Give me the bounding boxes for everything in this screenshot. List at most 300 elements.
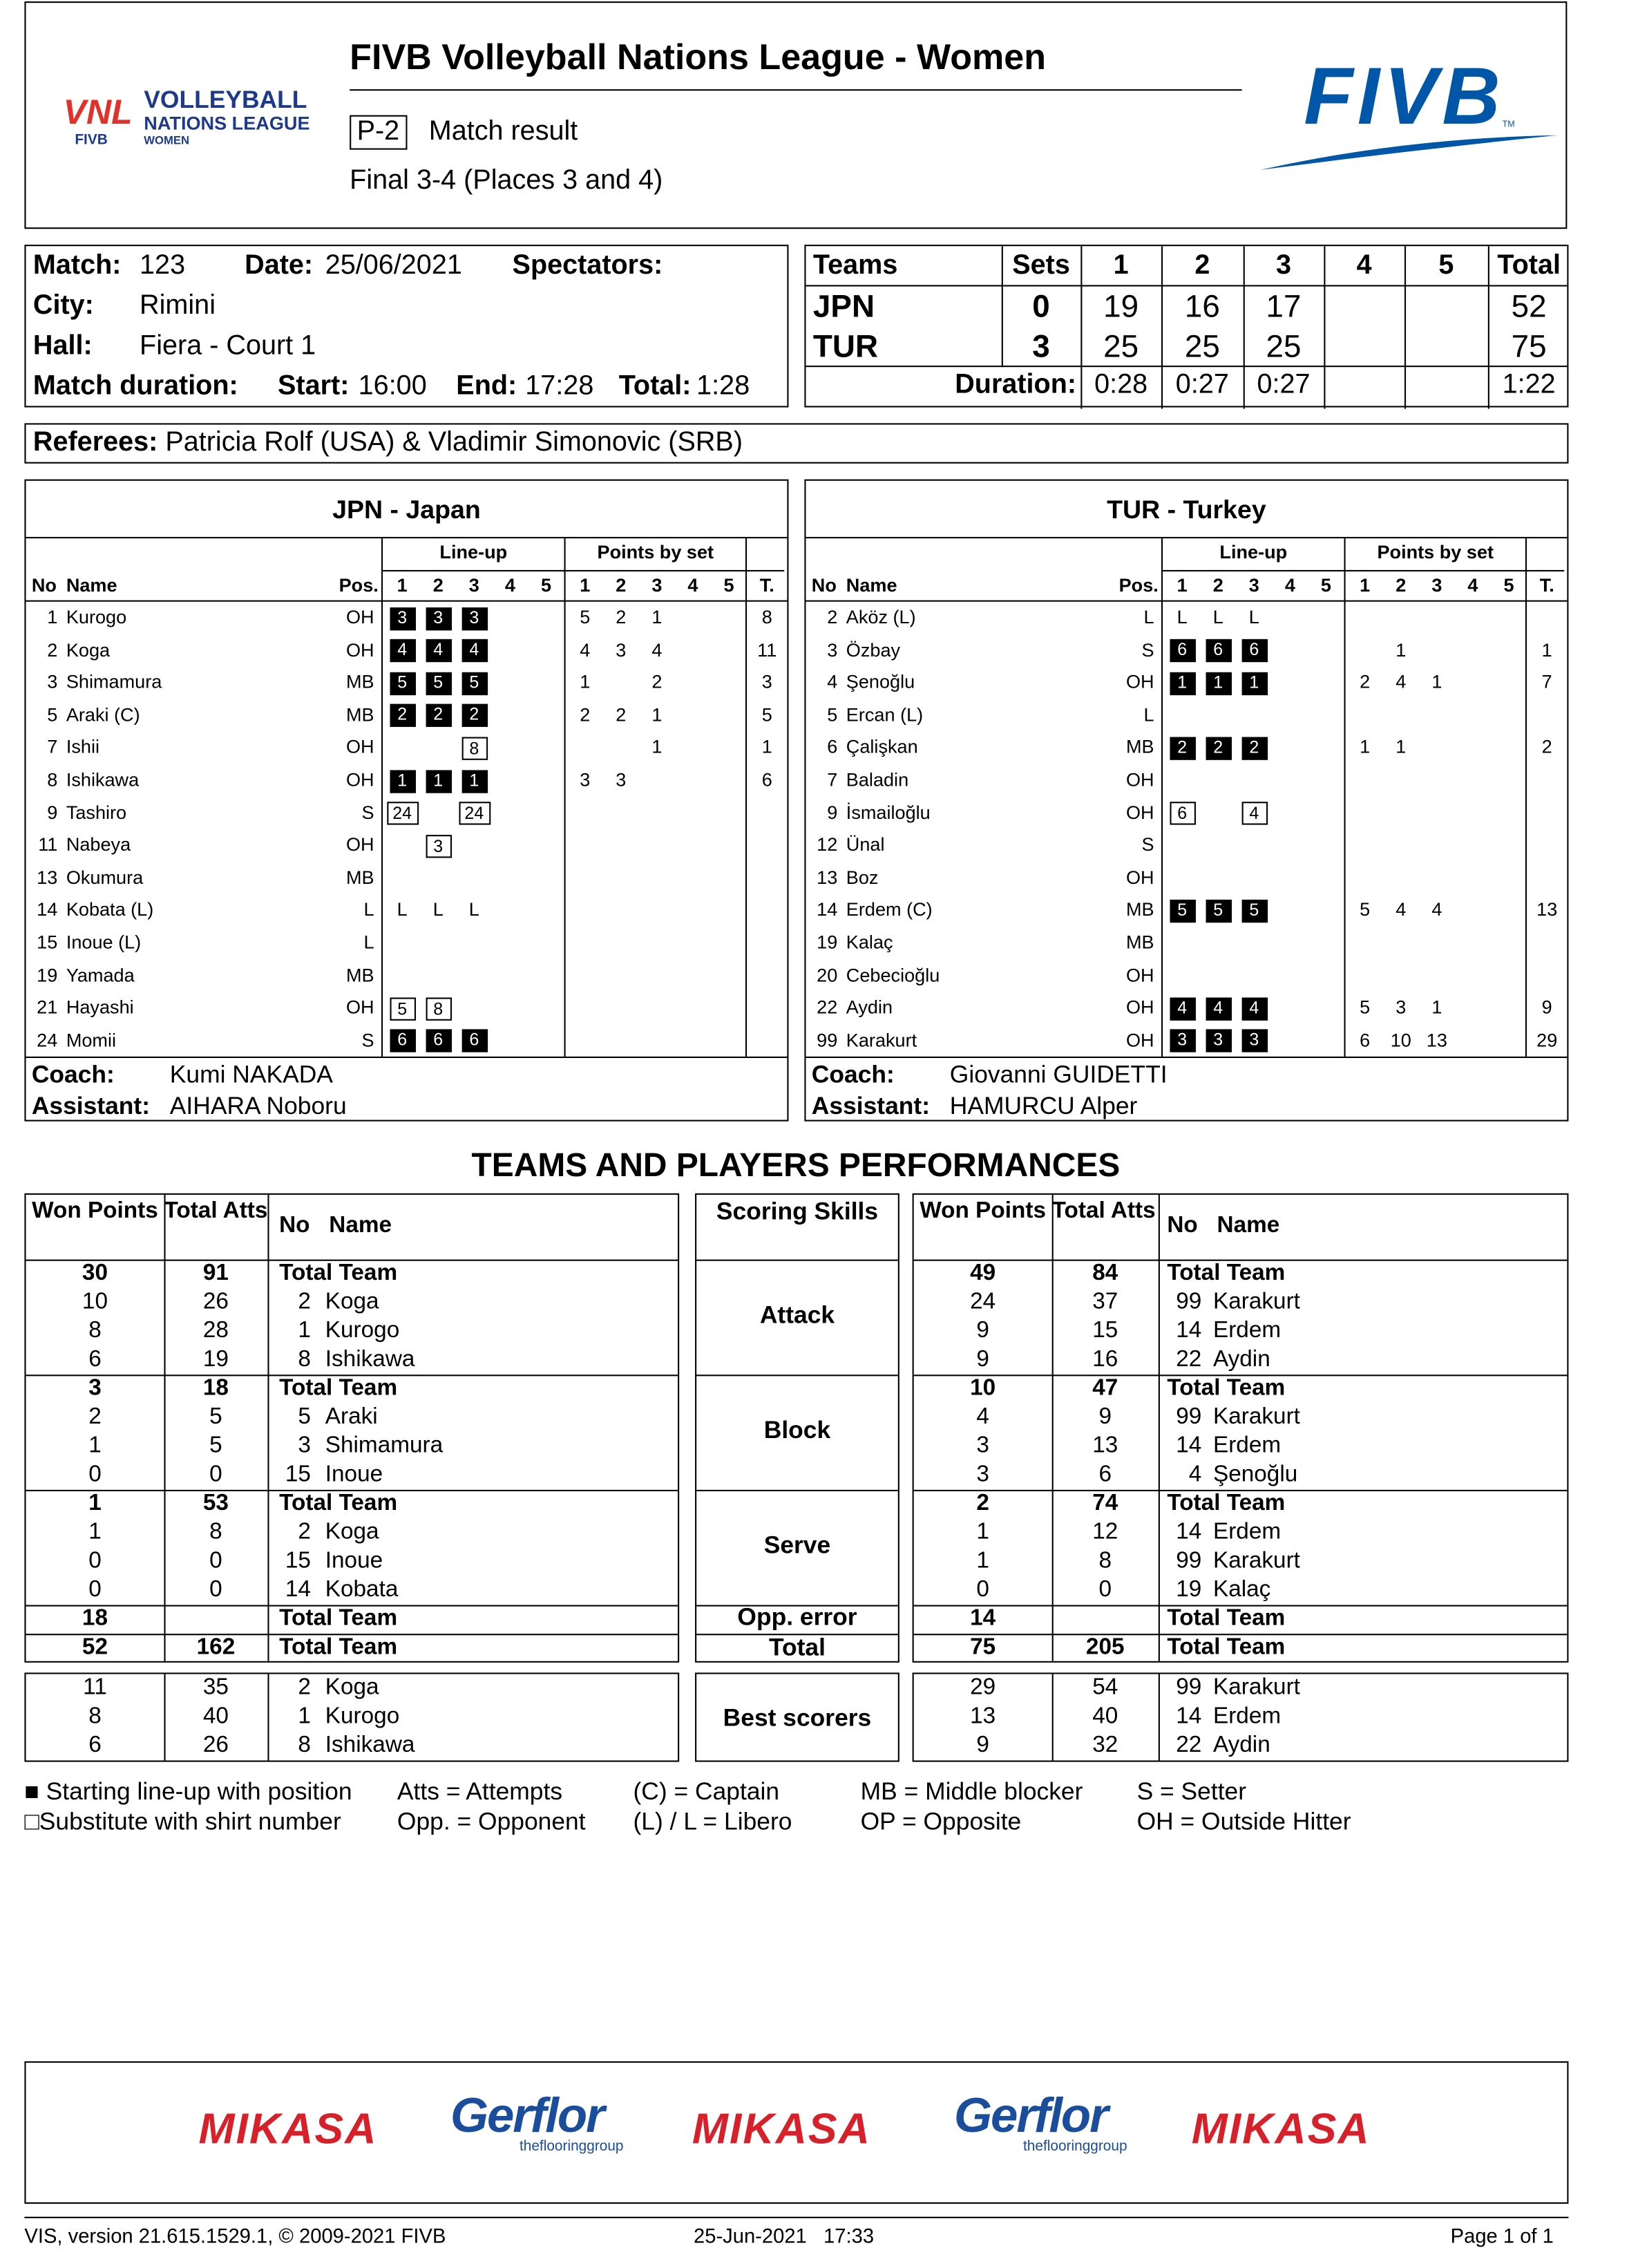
player-name: Kobata — [325, 1577, 399, 1603]
start-time: 16:00 — [358, 371, 427, 402]
player-name: Kalaç — [1212, 1577, 1271, 1603]
performance-row — [914, 1346, 1568, 1375]
player-row — [806, 797, 1567, 829]
player-name: Erdem — [1212, 1433, 1282, 1459]
starting-position-box: 4 — [1206, 997, 1231, 1020]
libero-mark: L — [1248, 605, 1259, 628]
vnl-line3: WOMEN — [144, 133, 190, 147]
player-position: OH — [345, 768, 374, 791]
lineup-cell — [456, 732, 492, 764]
performance-row — [26, 1288, 678, 1317]
won-points: 14 — [970, 1606, 996, 1632]
player-name: Shimamura — [325, 1433, 444, 1459]
points-header: Points by set — [597, 541, 714, 563]
lineup-cell — [1164, 797, 1200, 829]
player-number: 99 — [1176, 1549, 1202, 1574]
lineup-cell — [456, 894, 492, 927]
player-number: 13 — [37, 866, 58, 888]
lineup-cell — [420, 992, 456, 1025]
player-name: Erdem — [1212, 1704, 1282, 1729]
player-row — [806, 1025, 1567, 1057]
footer-datetime: 25-Jun-2021 17:33 — [694, 2224, 875, 2247]
total-header: T. — [1539, 574, 1554, 596]
total-atts: 8 — [209, 1520, 222, 1545]
player-position: OH — [1125, 768, 1154, 791]
won-points: 10 — [970, 1376, 996, 1401]
city-value: Rimini — [140, 290, 216, 321]
best-scorer-row — [26, 1674, 678, 1703]
lineup-cell — [456, 634, 492, 667]
player-row — [806, 602, 1567, 634]
lineup-cell — [384, 699, 420, 732]
won-points: 52 — [82, 1635, 108, 1660]
player-number: 15 — [285, 1462, 311, 1487]
starting-position-box: 2 — [461, 704, 487, 727]
player-row — [26, 699, 787, 732]
lineup-cell — [384, 894, 420, 927]
lineup-cell — [384, 992, 420, 1025]
roster-title: JPN - Japan — [26, 481, 787, 538]
coach-block — [26, 1057, 787, 1123]
score-table — [804, 245, 1568, 407]
player-total: 5 — [761, 703, 772, 726]
player-number: 15 — [285, 1549, 311, 1574]
score-cell: 19 — [1103, 287, 1139, 324]
player-row — [26, 667, 787, 699]
set-points: 4 — [1395, 671, 1407, 693]
total-atts: 0 — [209, 1577, 222, 1603]
total-atts: 26 — [202, 1289, 229, 1314]
performance-row — [26, 1490, 678, 1519]
best-scorer-row — [914, 1674, 1568, 1703]
player-position: MB — [345, 703, 374, 726]
end-label: End: — [456, 371, 517, 402]
starting-position-box: 5 — [426, 672, 451, 694]
points-set-2: 2 — [1395, 574, 1407, 596]
player-number: 9 — [47, 801, 58, 823]
won-points: 0 — [976, 1577, 989, 1603]
legend-item: (L) / L = Libero — [633, 1808, 792, 1835]
set-duration: 1:22 — [1502, 370, 1556, 401]
points-set-5: 5 — [1503, 574, 1514, 596]
name-header: Name — [846, 574, 897, 596]
player-number: 99 — [817, 1028, 838, 1051]
lineup-set-4: 4 — [504, 574, 515, 596]
score-header-2: 1 — [1113, 250, 1129, 281]
player-name: Ünal — [846, 833, 885, 856]
set-points: 1 — [1395, 736, 1407, 758]
player-number: 4 — [1188, 1462, 1202, 1487]
lineup-cell — [384, 667, 420, 699]
player-name: Total Team — [279, 1606, 398, 1632]
starting-position-box: 4 — [426, 639, 451, 662]
legend — [24, 1778, 1579, 1842]
player-number: 22 — [1176, 1347, 1202, 1372]
total-atts-header: Total Atts — [164, 1199, 268, 1224]
lineup-cell — [420, 602, 456, 634]
player-name: Erdem — [1212, 1319, 1282, 1343]
total-atts: 53 — [202, 1491, 229, 1516]
points-set-3: 3 — [1431, 574, 1442, 596]
set-points: 1 — [1395, 639, 1407, 661]
total-atts: 54 — [1092, 1675, 1118, 1701]
fivb-swoosh-icon — [1258, 129, 1560, 172]
set-points: 1 — [1360, 736, 1371, 758]
set-points: 1 — [580, 671, 591, 693]
player-number: 2 — [298, 1289, 311, 1314]
player-name: Aydin — [1212, 1732, 1270, 1758]
player-name: Koga — [325, 1289, 379, 1314]
coach-name: Kumi NAKADA — [169, 1061, 333, 1088]
player-name: Total Team — [1167, 1606, 1286, 1632]
lineup-cell — [1236, 797, 1272, 829]
player-number: 24 — [37, 1028, 58, 1051]
starting-position-box: 5 — [1241, 900, 1267, 923]
duration-label: Duration: — [955, 370, 1077, 401]
player-name: Aydin — [1212, 1347, 1270, 1372]
lineup-header: Line-up — [439, 541, 508, 563]
player-position: OH — [1125, 671, 1154, 693]
lineup-cell — [1200, 634, 1236, 667]
won-points: 1 — [976, 1549, 989, 1574]
set-points: 1 — [1431, 671, 1442, 693]
lineup-cell — [456, 1025, 492, 1057]
performance-row — [914, 1519, 1568, 1548]
starting-position-box: 4 — [461, 639, 487, 662]
legend-item: OH = Outside Hitter — [1136, 1808, 1351, 1835]
starting-position-box: 2 — [1241, 737, 1267, 759]
player-name: Koga — [325, 1520, 379, 1545]
substitute-number-box: 8 — [461, 737, 487, 759]
total-atts: 37 — [1092, 1289, 1118, 1314]
player-name: Karakurt — [1212, 1405, 1300, 1430]
hall-label: Hall: — [32, 331, 93, 361]
player-number: 1 — [298, 1704, 311, 1729]
skill-label: Block — [763, 1416, 831, 1444]
lineup-cell — [384, 1025, 420, 1057]
coach-name: Giovanni GUIDETTI — [949, 1061, 1168, 1088]
set-points: 2 — [580, 703, 591, 726]
lineup-cell — [1164, 992, 1200, 1025]
lineup-cell — [1164, 1025, 1200, 1057]
set-points: 2 — [616, 703, 627, 726]
lineup-cell — [1236, 602, 1272, 634]
won-points: 6 — [88, 1732, 102, 1758]
lineup-set-2: 2 — [432, 574, 444, 596]
roster-title: TUR - Turkey — [806, 481, 1567, 538]
sponsor-mikasa-1: MIKASA — [198, 2106, 378, 2154]
player-row — [26, 927, 787, 959]
player-row — [26, 634, 787, 667]
score-header-7: Total — [1497, 250, 1561, 281]
player-row — [26, 894, 787, 927]
player-position: S — [1141, 639, 1154, 661]
substitute-number-box: 24 — [458, 802, 490, 825]
sponsor-gerflor-2 — [954, 2088, 1127, 2155]
player-row — [806, 927, 1567, 959]
performance-row — [914, 1605, 1568, 1634]
player-number: 14 — [1176, 1319, 1202, 1343]
player-name: Erdem — [1212, 1520, 1282, 1545]
starting-position-box: 5 — [461, 672, 487, 694]
player-number: 5 — [47, 703, 58, 726]
best-scorer-row — [26, 1732, 678, 1761]
player-row — [806, 829, 1567, 862]
lineup-set-2: 2 — [1212, 574, 1223, 596]
player-row — [26, 960, 787, 992]
starting-position-box: 4 — [389, 639, 415, 662]
player-row — [26, 732, 787, 764]
won-points: 6 — [88, 1347, 102, 1372]
player-total: 1 — [1541, 639, 1552, 661]
lineup-set-1: 1 — [397, 574, 408, 596]
won-points: 13 — [970, 1704, 996, 1729]
starting-position-box: 2 — [1169, 737, 1194, 759]
footer-version: VIS, version 21.615.1529.1, © 2009-2021 FIVB — [24, 2224, 446, 2247]
won-points: 3 — [976, 1433, 989, 1459]
player-name: Momii — [66, 1028, 117, 1051]
starting-position-box: 1 — [426, 769, 451, 792]
starting-position-box: 1 — [1241, 672, 1267, 694]
assistant-name: AIHARA Noboru — [169, 1092, 347, 1120]
player-name: Aköz (L) — [846, 605, 916, 628]
player-number: 21 — [37, 996, 58, 1019]
doc-type: Match result — [428, 116, 578, 147]
best-scorers-right — [913, 1672, 1569, 1761]
set-points: 5 — [580, 605, 591, 628]
match-label: Match: — [32, 250, 122, 281]
won-points: 3 — [88, 1376, 102, 1401]
player-name: Total Team — [279, 1635, 398, 1660]
player-row — [26, 764, 787, 797]
starting-position-box: 6 — [1169, 639, 1194, 662]
lineup-cell — [1200, 1025, 1236, 1057]
score-header-5: 4 — [1356, 250, 1372, 281]
player-total: 11 — [757, 639, 777, 661]
opp-error-label: Opp. error — [737, 1603, 857, 1632]
won-points: 1 — [88, 1520, 102, 1545]
player-name: Koga — [66, 639, 111, 661]
player-name: Total Team — [279, 1376, 398, 1401]
total-atts: 35 — [202, 1675, 229, 1701]
player-number: 7 — [47, 736, 58, 758]
won-points-header: Won Points — [920, 1199, 1047, 1224]
player-row — [806, 667, 1567, 699]
legend-item: (C) = Captain — [633, 1777, 780, 1806]
player-name: Çalişkan — [846, 736, 918, 758]
spectators-label: Spectators: — [512, 250, 663, 281]
set-points: 10 — [1390, 1028, 1411, 1051]
total-atts: 18 — [202, 1376, 229, 1401]
player-row — [26, 992, 787, 1025]
libero-mark: L — [432, 898, 444, 920]
player-row — [26, 1025, 787, 1057]
lineup-cell — [456, 764, 492, 797]
vnl-mark-icon — [60, 77, 146, 149]
city-label: City: — [32, 290, 94, 321]
lineup-cell — [1164, 667, 1200, 699]
starting-position-box: 1 — [1206, 672, 1231, 694]
player-position: OH — [1125, 996, 1154, 1019]
player-number: 2 — [298, 1520, 311, 1545]
won-points: 24 — [970, 1289, 996, 1314]
lineup-set-5: 5 — [540, 574, 552, 596]
player-name: Koga — [325, 1675, 379, 1701]
libero-mark: L — [1212, 605, 1223, 628]
player-position: OH — [1125, 963, 1154, 986]
player-number: 19 — [37, 963, 58, 986]
no-header: No — [31, 574, 57, 596]
player-name: Total Team — [1167, 1376, 1286, 1401]
best-scorer-row — [914, 1732, 1568, 1761]
player-row — [26, 602, 787, 634]
lineup-cell — [456, 699, 492, 732]
player-number: 14 — [285, 1577, 311, 1603]
assistant-label: Assistant: — [811, 1092, 931, 1120]
referees-label: Referees: — [32, 427, 158, 458]
lineup-set-1: 1 — [1176, 574, 1188, 596]
set-points: 2 — [651, 671, 663, 693]
player-position: L — [1143, 703, 1154, 726]
sponsor-mikasa-2: MIKASA — [692, 2106, 871, 2154]
points-set-3: 3 — [651, 574, 663, 596]
player-name: Tashiro — [66, 801, 127, 823]
lineup-cell — [1200, 602, 1236, 634]
set-points: 3 — [580, 768, 591, 791]
starting-position-box: 5 — [389, 672, 415, 694]
starting-position-box: 3 — [426, 607, 451, 630]
fivb-logo-text: FIVB — [1304, 50, 1505, 142]
player-total: 3 — [761, 671, 772, 693]
scoring-skills-header: Scoring Skills — [716, 1198, 879, 1225]
won-points: 0 — [88, 1549, 102, 1574]
footer-page: Page 1 of 1 — [1450, 2224, 1554, 2247]
player-total: 9 — [1541, 996, 1552, 1019]
player-position: MB — [345, 671, 374, 693]
total-label: Total: — [618, 371, 692, 402]
total-atts: 84 — [1092, 1260, 1118, 1286]
score-cell: 25 — [1266, 328, 1302, 364]
lineup-cell — [1236, 634, 1272, 667]
lineup-cell — [1200, 667, 1236, 699]
best-scorers-label-box — [695, 1672, 899, 1761]
starting-position-box: 2 — [1206, 737, 1231, 759]
player-number: 99 — [1176, 1675, 1202, 1701]
set-duration: 0:27 — [1175, 370, 1229, 401]
score-cell: 52 — [1511, 287, 1547, 324]
set-points: 4 — [1431, 898, 1442, 920]
no-name-header: No Name — [1167, 1213, 1280, 1238]
set-points: 3 — [616, 768, 627, 791]
starting-position-box: 5 — [1169, 900, 1194, 923]
assistant-name: HAMURCU Alper — [949, 1092, 1138, 1120]
roster-tur — [804, 480, 1568, 1122]
team-code: JPN — [812, 287, 875, 324]
player-name: İsmailoğlu — [846, 801, 931, 823]
date-label: Date: — [245, 250, 314, 281]
sponsor-mikasa-3: MIKASA — [1191, 2106, 1371, 2154]
player-name: Total Team — [1167, 1635, 1286, 1660]
player-number: 22 — [817, 996, 838, 1019]
gerflor-sub-2: theflooringgroup — [1023, 2139, 1127, 2155]
won-points: 75 — [970, 1635, 996, 1660]
points-set-2: 2 — [616, 574, 627, 596]
performance-row — [914, 1317, 1568, 1346]
lineup-cell — [420, 634, 456, 667]
total-atts: 47 — [1092, 1376, 1118, 1401]
player-position: L — [1143, 605, 1154, 628]
performance-row — [914, 1288, 1568, 1317]
player-name: Şenoğlu — [1212, 1462, 1298, 1487]
performance-skills — [695, 1193, 899, 1663]
best-scorers-left — [24, 1672, 679, 1761]
total-header: T. — [759, 574, 774, 596]
starting-position-box: 3 — [1241, 1030, 1267, 1052]
performance-title: TEAMS AND PLAYERS PERFORMANCES — [471, 1146, 1121, 1184]
player-position: MB — [345, 866, 374, 888]
player-number: 11 — [38, 833, 58, 856]
lineup-set-4: 4 — [1284, 574, 1295, 596]
lineup-cell — [1200, 992, 1236, 1025]
legend-item: Atts = Attempts — [397, 1777, 563, 1806]
substitute-number-box: 8 — [426, 997, 451, 1020]
player-name: Karakurt — [846, 1028, 917, 1051]
vnl-line1: VOLLEYBALL — [144, 86, 307, 114]
player-name: Kobata (L) — [66, 898, 154, 920]
player-total: 7 — [1541, 671, 1552, 693]
player-row — [806, 992, 1567, 1025]
coach-label: Coach: — [31, 1061, 115, 1088]
lineup-cell — [1164, 634, 1200, 667]
score-header-0: Teams — [812, 250, 898, 281]
substitute-number-box: 5 — [389, 997, 415, 1020]
points-set-1: 1 — [1360, 574, 1371, 596]
player-number: 19 — [1176, 1577, 1202, 1603]
player-name: Kurogo — [325, 1704, 400, 1729]
referees-box — [24, 423, 1568, 463]
player-number: 8 — [298, 1347, 311, 1372]
won-points: 9 — [976, 1319, 989, 1343]
won-points: 1 — [88, 1433, 102, 1459]
gerflor-logo-2: Gerflor — [954, 2088, 1107, 2144]
lineup-cell — [420, 829, 456, 862]
player-name: Baladin — [846, 768, 909, 791]
player-name: Karakurt — [1212, 1549, 1300, 1574]
player-number: 14 — [37, 898, 58, 920]
set-points: 6 — [1360, 1028, 1371, 1051]
performance-row — [914, 1547, 1568, 1576]
player-position: S — [361, 1028, 374, 1051]
starting-position-box: 3 — [1169, 1030, 1194, 1052]
won-points: 10 — [82, 1289, 108, 1314]
player-name: Total Team — [1167, 1491, 1286, 1516]
player-row — [806, 732, 1567, 764]
lineup-cell — [1164, 602, 1200, 634]
won-points: 0 — [88, 1462, 102, 1487]
performance-row — [914, 1433, 1568, 1462]
set-points: 1 — [651, 605, 663, 628]
total-atts: 0 — [209, 1462, 222, 1487]
start-label: Start: — [278, 371, 350, 402]
starting-position-box: 4 — [1169, 997, 1194, 1020]
player-row — [26, 862, 787, 894]
player-number: 8 — [47, 768, 58, 791]
libero-mark: L — [1176, 605, 1188, 628]
performance-row — [26, 1317, 678, 1346]
player-name: Total Team — [279, 1260, 398, 1286]
player-name: Ishikawa — [325, 1732, 415, 1758]
lineup-cell — [420, 1025, 456, 1057]
